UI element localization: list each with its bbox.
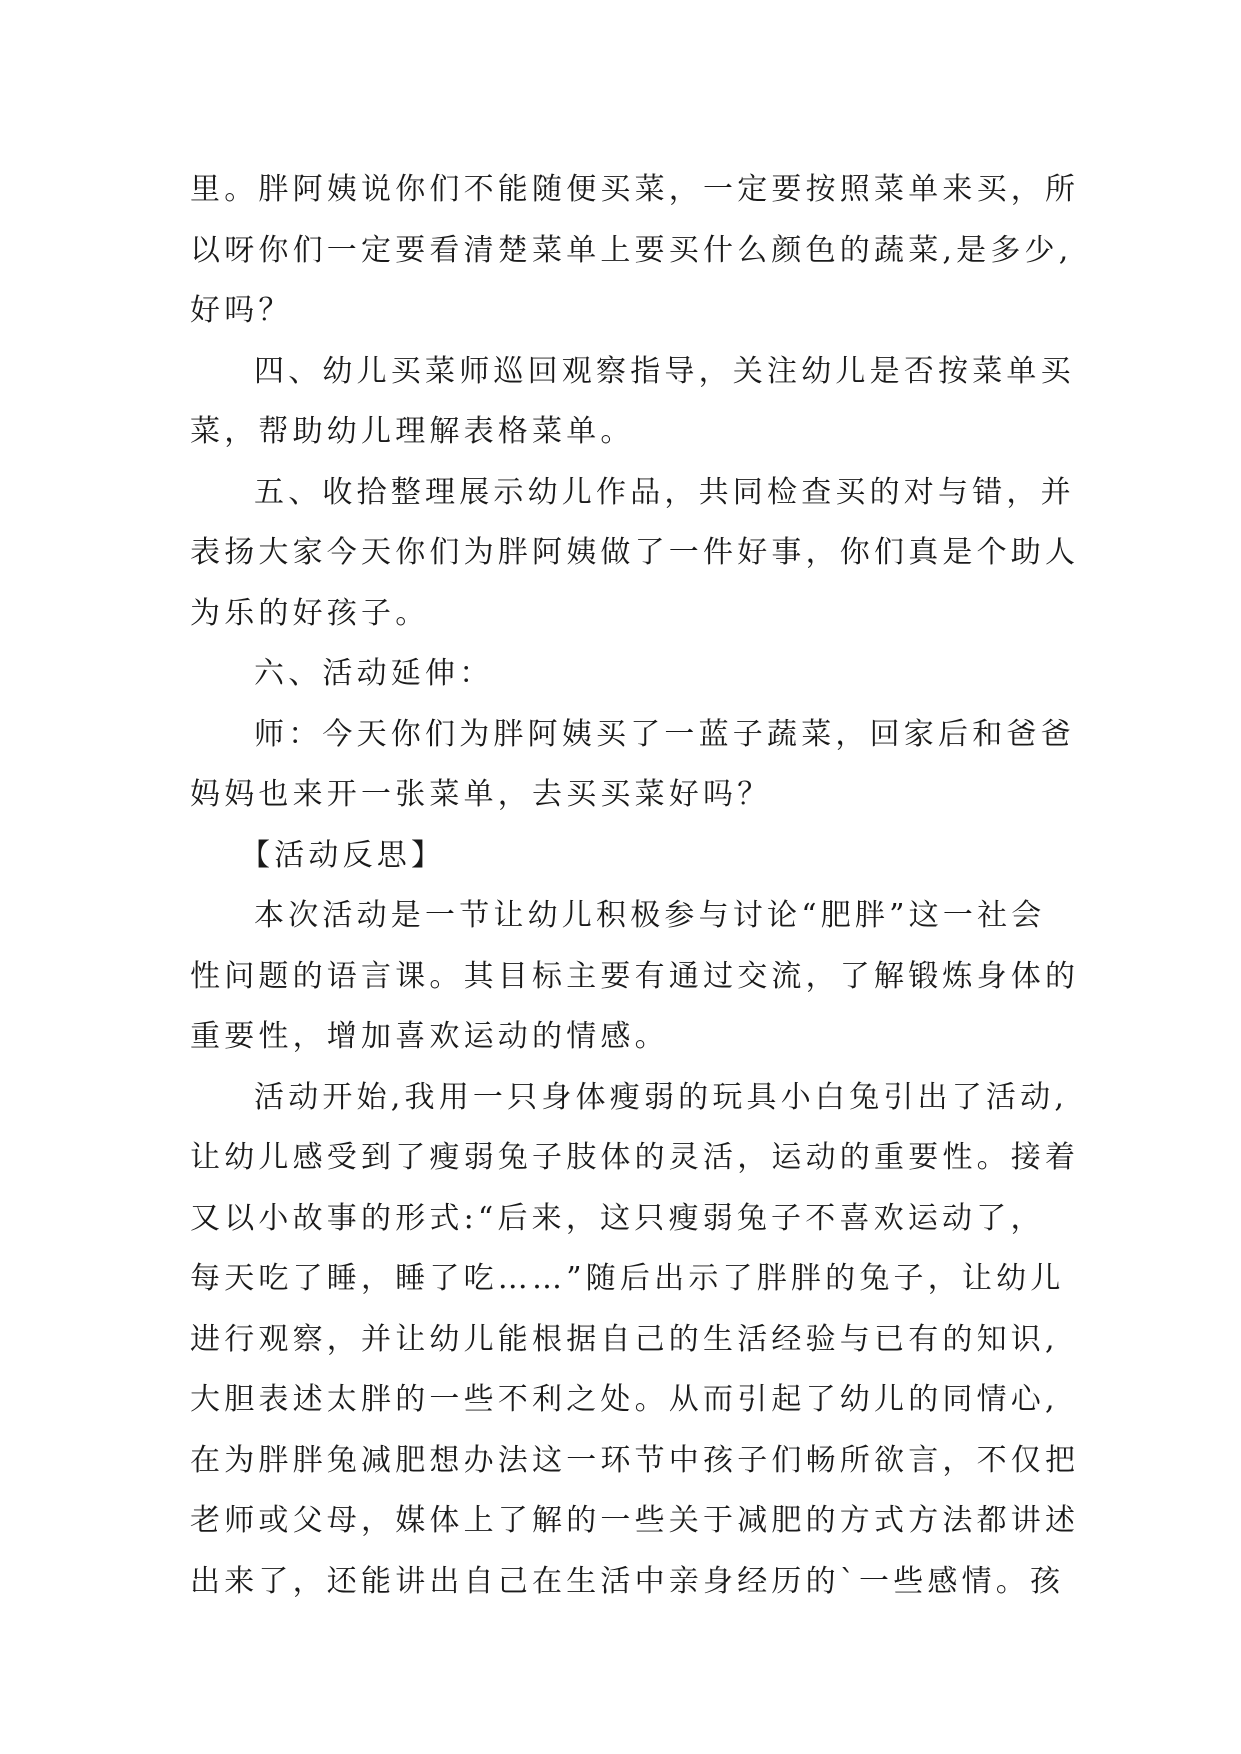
text-line: 活动开始,我用一只身体瘦弱的玩具小白兔引出了活动,	[254, 1079, 1069, 1115]
text-line: 菜，帮助幼儿理解表格菜单。	[190, 414, 635, 449]
text-line: 性问题的语言课。其目标主要有通过交流，了解锻炼身体的	[190, 958, 1080, 994]
text-line: 本次活动是一节让幼儿积极参与讨论“肥胖”这一社会	[254, 898, 1046, 933]
text-line: 重要性，增加喜欢运动的情感。	[190, 1019, 669, 1054]
section-heading: 【活动反思】	[240, 837, 446, 873]
text-line: 里。胖阿姨说你们不能随便买菜，一定要按照菜单来买，所	[190, 172, 1080, 207]
text-line: 让幼儿感受到了瘦弱兔子肢体的灵活，运动的重要性。接着	[190, 1140, 1080, 1175]
text-line: 妈妈也来开一张菜单，去买买菜好吗？	[190, 777, 772, 812]
text-line: 进行观察，并让幼儿能根据自己的生活经验与已有的知识,	[190, 1321, 1059, 1357]
document-body	[190, 160, 1090, 1612]
text-line: 表扬大家今天你们为胖阿姨做了一件好事，你们真是个助人	[190, 535, 1080, 570]
text-line: 大胆表述太胖的一些不利之处。从而引起了幼儿的同情心,	[190, 1382, 1059, 1417]
text-line: 五、收拾整理展示幼儿作品，共同检查买的对与错，并	[254, 474, 1075, 510]
section-heading: 六、活动延伸：	[254, 656, 494, 691]
text-line: 出来了，还能讲出自己在生活中亲身经历的`一些感情。孩	[190, 1563, 1065, 1599]
text-line: 在为胖胖兔减肥想办法这一环节中孩子们畅所欲言，不仅把	[190, 1442, 1080, 1478]
text-line: 每天吃了睡，睡了吃……”随后出示了胖胖的兔子，让幼儿	[190, 1261, 1065, 1296]
text-line: 四、幼儿买菜师巡回观察指导，关注幼儿是否按菜单买	[254, 353, 1075, 389]
text-line: 好吗？	[190, 293, 293, 328]
text-line: 师：今天你们为胖阿姨买了一蓝子蔬菜，回家后和爸爸	[254, 716, 1075, 752]
text-line: 为乐的好孩子。	[190, 595, 430, 631]
text-line: 以呀你们一定要看清楚菜单上要买什么颜色的蔬菜,是多少,	[190, 232, 1073, 268]
text-line: 又以小故事的形式:“后来，这只瘦弱兔子不喜欢运动了，	[190, 1200, 1045, 1236]
text-line: 老师或父母，媒体上了解的一些关于减肥的方式方法都讲述	[190, 1503, 1080, 1538]
